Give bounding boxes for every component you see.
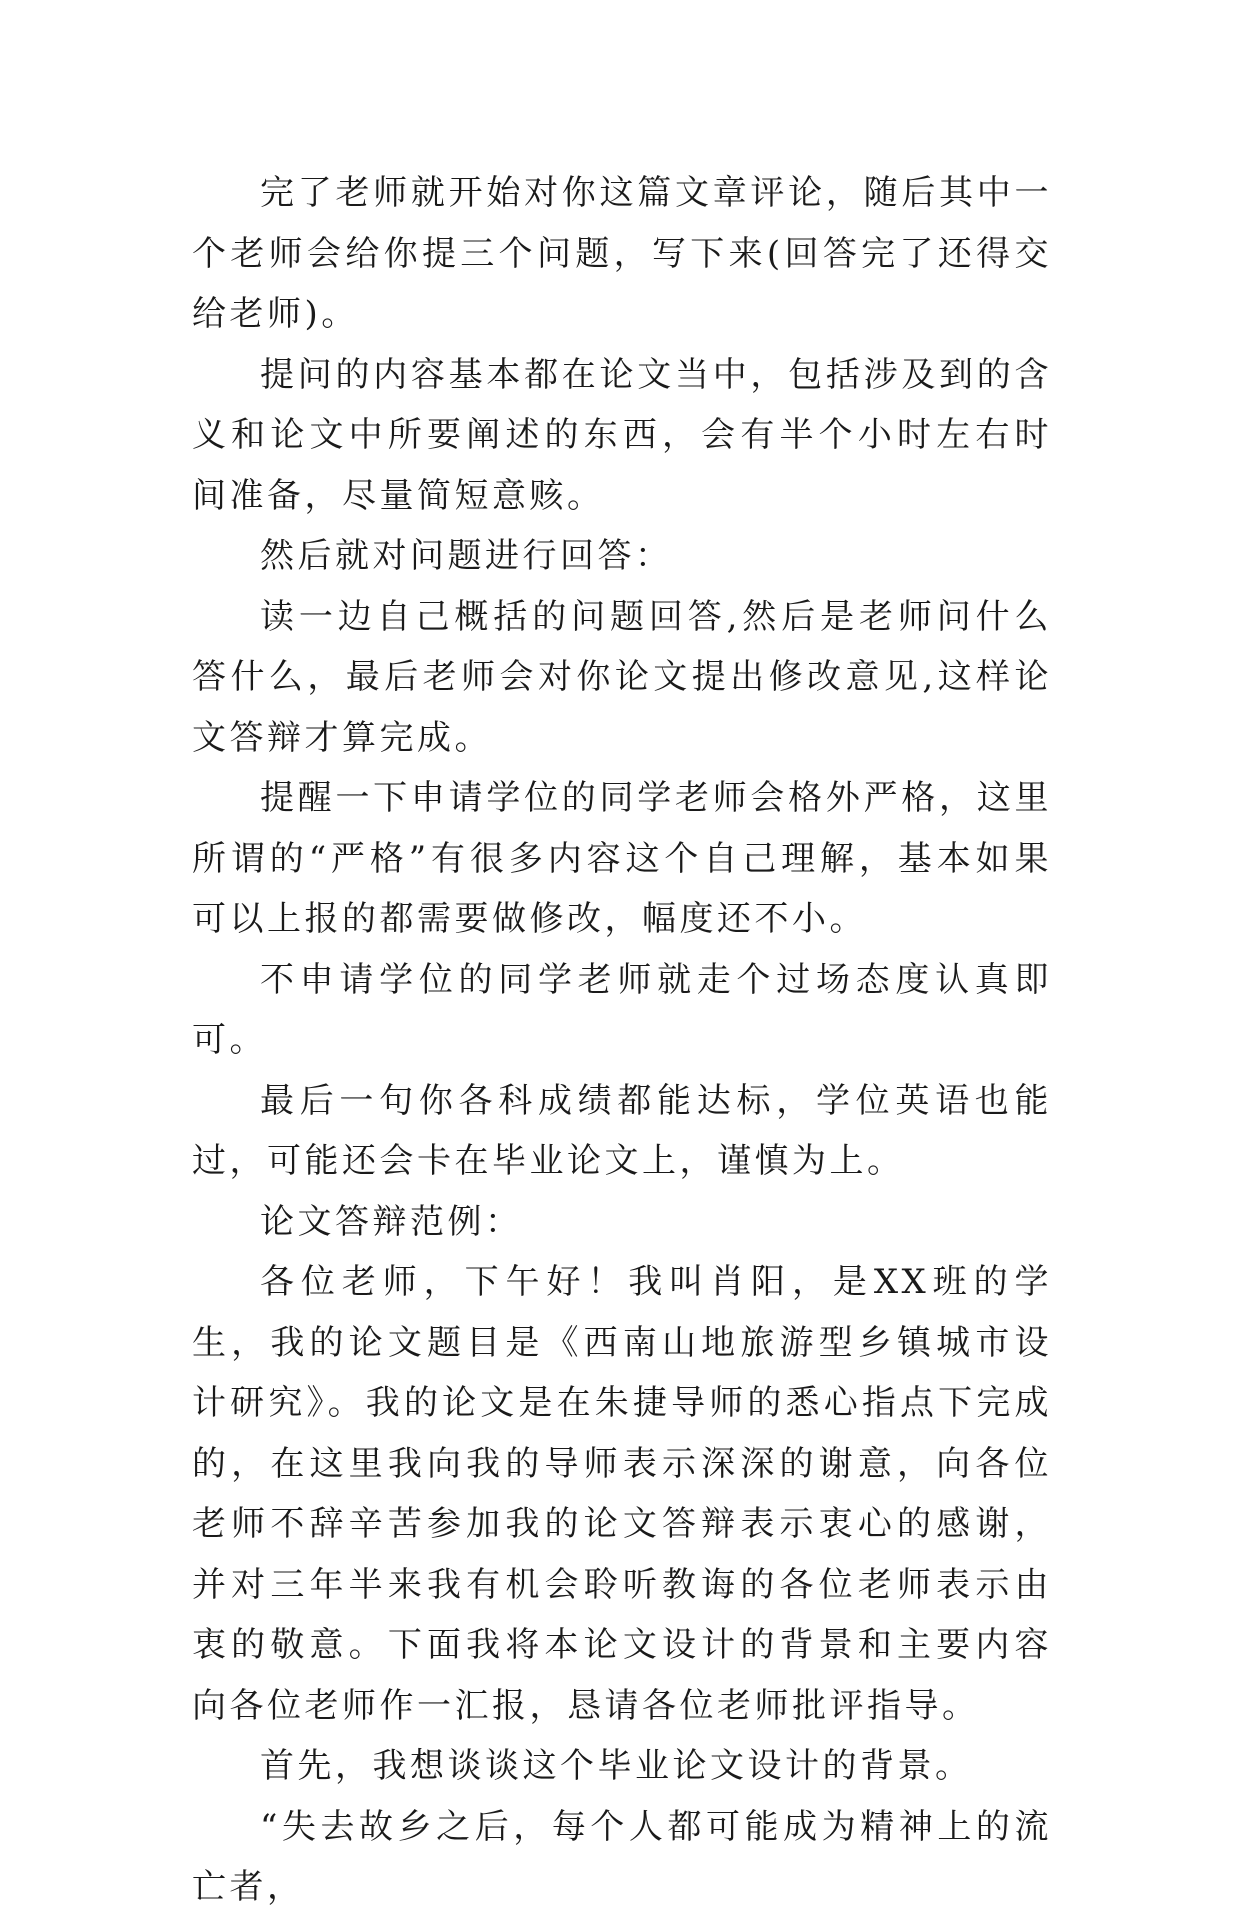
paragraph: 然后就对问题进行回答： bbox=[260, 536, 673, 576]
paragraph: 首先，我想谈谈这个毕业论文设计的背景。 bbox=[260, 1746, 973, 1786]
paragraph: 论文答辩范例： bbox=[260, 1201, 523, 1242]
paragraph: 各位老师，下午好！我叫肖阳，是XX班的学生，我的论文题目是《西南山地旅游型乡镇城市设计研究》。我的论文是在朱捷导师的悉心指点下完成的，在这里我向我的导师表示深深的谢意，向各位老师不辞辛苦参加我的论文答辩表示衷心的感谢，并对三年半来我有机会聆听教诲的各位老师表示由衷的敬意。下面我将本论文设计的背景和主要内容向各位老师作一汇报，恳请各位老师批评指导。 bbox=[192, 1262, 1052, 1726]
paragraph: 提醒一下申请学位的同学老师会格外严格，这里所谓的“严格”有很多内容这个自己理解，基本如果可以上报的都需要做修改，幅度还不小。 bbox=[192, 778, 1052, 939]
paragraph: 最后一句你各科成绩都能达标，学位英语也能过，可能还会卡在毕业论文上，谨慎为上。 bbox=[192, 1080, 1052, 1181]
paragraph: 完了老师就开始对你这篇文章评论，随后其中一个老师会给你提三个问题，写下来(回答完了还得交给老师)。 bbox=[192, 173, 1052, 334]
paragraph: 提问的内容基本都在论文当中，包括涉及到的含义和论文中所要阐述的东西，会有半个小时左右时间准备，尽量简短意赅。 bbox=[192, 354, 1052, 516]
paragraph: 读一边自己概括的问题回答,然后是老师问什么答什么，最后老师会对你论文提出修改意见,这样论文答辩才算完成。 bbox=[192, 596, 1052, 758]
document-body bbox=[192, 163, 1052, 1918]
paragraph: 不申请学位的同学老师就走个过场态度认真即可。 bbox=[192, 959, 1052, 1060]
paragraph: “失去故乡之后，每个人都可能成为精神上的流亡者， bbox=[192, 1806, 1052, 1907]
